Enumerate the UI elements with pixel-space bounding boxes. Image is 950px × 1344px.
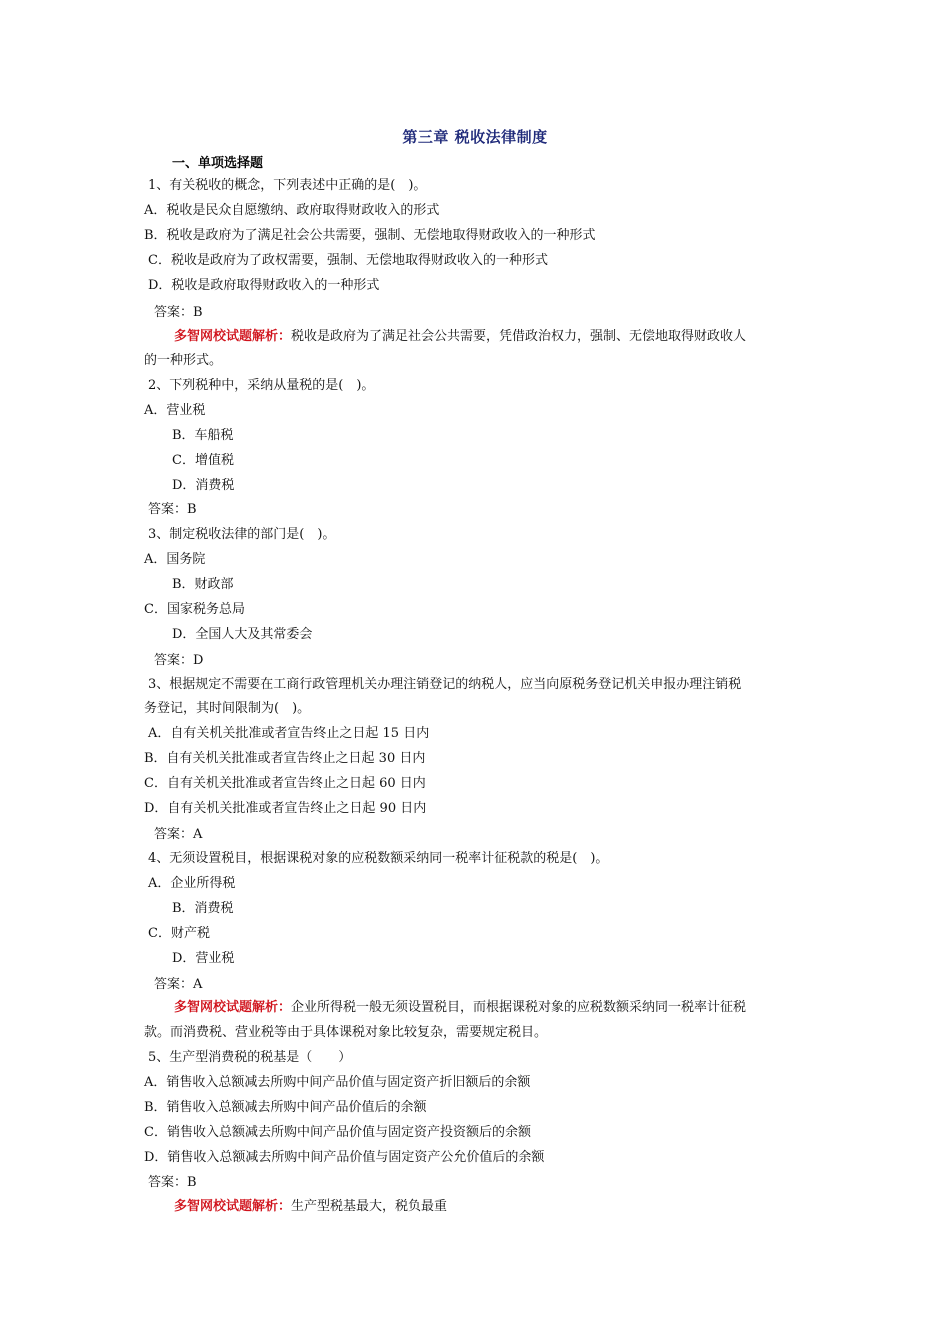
question-1-analysis (174, 328, 746, 346)
analysis-text: 生产型税基最大，税负最重 (291, 1199, 448, 1214)
question-3b-option-c: C．自有关机关批准或者宣告终止之日起 60 日内 (144, 776, 426, 791)
question-2-option-d: D．消费税 (172, 478, 235, 493)
analysis-text: 企业所得税一般无须设置税目，而根据课税对象的应税数额采纳同一税率计征税 (291, 1000, 747, 1015)
question-3-option-a: A．国务院 (144, 552, 206, 567)
question-2-answer: 答案：B (148, 502, 197, 517)
question-2-option-a: A．营业税 (144, 403, 206, 418)
question-4-option-d: D．营业税 (172, 951, 235, 966)
question-2-option-c: C．增值税 (172, 453, 234, 468)
question-4-analysis (174, 999, 746, 1017)
analysis-label: 多智网校试题解析： (174, 1199, 292, 1214)
question-2-stem: 2、下列税种中，采纳从量税的是( )。 (148, 378, 375, 393)
question-4-answer: 答案：A (154, 977, 203, 992)
section-heading: 一、单项选择题 (172, 156, 264, 171)
question-3-option-d: D．全国人大及其常委会 (172, 627, 313, 642)
question-5-option-c: C．销售收入总额减去所购中间产品价值与固定资产投资额后的余额 (144, 1125, 531, 1140)
question-3b-stem: 3、根据规定不需要在工商行政管理机关办理注销登记的纳税人，应当向原税务登记机关申报办理注销税 (148, 677, 742, 692)
question-5-stem: 5、生产型消费税的税基是（ ） (148, 1050, 352, 1065)
question-1-option-c: C．税收是政府为了政权需要，强制、无偿地取得财政收入的一种形式 (148, 253, 548, 268)
question-5-analysis (174, 1198, 447, 1216)
question-5-answer: 答案：B (148, 1175, 197, 1190)
question-3-answer: 答案：D (154, 653, 204, 668)
question-2-option-b: B．车船税 (172, 428, 234, 443)
question-5-option-d: D．销售收入总额减去所购中间产品价值与固定资产公允价值后的余额 (144, 1150, 545, 1165)
question-4-stem: 4、无须设置税目，根据课税对象的应税数额采纳同一税率计征税款的税是( )。 (148, 851, 609, 866)
question-1-option-d: D．税收是政府取得财政收入的一种形式 (148, 278, 380, 293)
analysis-label: 多智网校试题解析： (174, 1000, 292, 1015)
question-1-stem: 1、有关税收的概念，下列表述中正确的是( )。 (148, 178, 427, 193)
question-1-answer: 答案：B (154, 305, 203, 320)
question-5-option-a: A．销售收入总额减去所购中间产品价值与固定资产折旧额后的余额 (144, 1075, 531, 1090)
chapter-title: 第三章 税收法律制度 (402, 128, 548, 146)
question-3-stem: 3、制定税收法律的部门是( )。 (148, 527, 336, 542)
question-4-option-c: C．财产税 (148, 926, 210, 941)
question-1-option-b: B．税收是政府为了满足社会公共需要，强制、无偿地取得财政收入的一种形式 (144, 228, 596, 243)
analysis-text: 税收是政府为了满足社会公共需要，凭借政治权力，强制、无偿地取得财政收人 (291, 329, 747, 344)
question-3-option-b: B．财政部 (172, 577, 234, 592)
question-3b-option-d: D．自有关机关批准或者宣告终止之日起 90 日内 (144, 801, 427, 816)
question-4-analysis-cont: 款。而消费税、营业税等由于具体课税对象比较复杂，需要规定税目。 (144, 1025, 548, 1040)
analysis-label: 多智网校试题解析： (174, 329, 292, 344)
question-5-option-b: B．销售收入总额减去所购中间产品价值后的余额 (144, 1100, 427, 1115)
question-3b-stem-cont: 务登记，其时间限制为( )。 (144, 701, 311, 716)
question-3-option-c: C．国家税务总局 (144, 602, 245, 617)
question-1-analysis-cont: 的一种形式。 (144, 353, 223, 368)
question-4-option-b: B．消费税 (172, 901, 234, 916)
question-3b-answer: 答案：A (154, 827, 203, 842)
question-1-option-a: A．税收是民众自愿缴纳、政府取得财政收入的形式 (144, 203, 440, 218)
question-3b-option-a: A．自有关机关批准或者宣告终止之日起 15 日内 (148, 726, 430, 741)
question-3b-option-b: B．自有关机关批准或者宣告终止之日起 30 日内 (144, 751, 426, 766)
question-4-option-a: A．企业所得税 (148, 876, 236, 891)
